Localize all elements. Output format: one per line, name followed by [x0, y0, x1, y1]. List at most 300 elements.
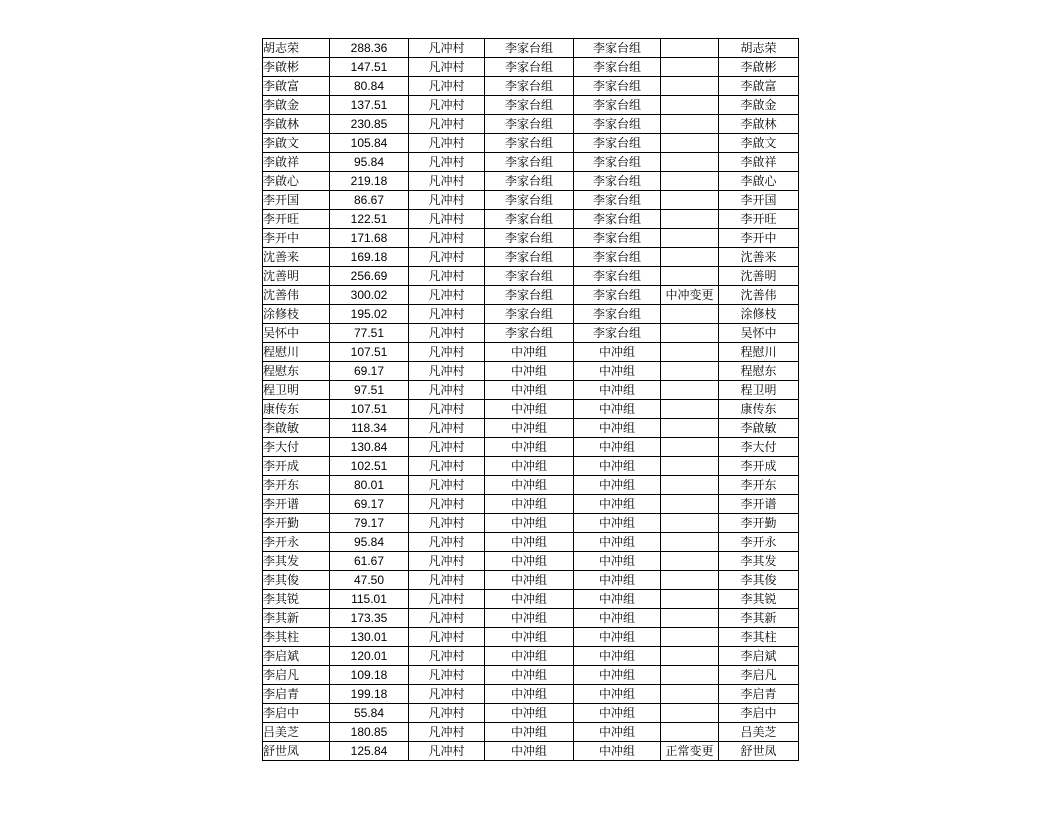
owner-cell[interactable]: 李启青	[719, 685, 799, 704]
area-cell[interactable]: 137.51	[330, 96, 409, 115]
table-row	[263, 58, 799, 77]
subgroup-cell[interactable]: 中冲组	[574, 666, 661, 685]
subgroup-cell[interactable]: 中冲组	[574, 723, 661, 742]
name-cell[interactable]: 李啟富	[263, 77, 330, 96]
subgroup-cell[interactable]: 李家台组	[574, 172, 661, 191]
group-cell[interactable]: 中冲组	[485, 457, 574, 476]
village-cell[interactable]: 凡冲村	[409, 571, 485, 590]
subgroup-cell[interactable]: 中冲组	[574, 381, 661, 400]
area-cell[interactable]: 173.35	[330, 609, 409, 628]
group-cell[interactable]: 中冲组	[485, 400, 574, 419]
name-cell[interactable]: 涂修枝	[263, 305, 330, 324]
area-cell[interactable]: 219.18	[330, 172, 409, 191]
subgroup-cell[interactable]: 中冲组	[574, 647, 661, 666]
name-cell[interactable]: 李啟林	[263, 115, 330, 134]
name-cell[interactable]: 程卫明	[263, 381, 330, 400]
note-cell[interactable]	[661, 628, 719, 647]
table-row	[263, 381, 799, 400]
name-cell[interactable]: 吕美芝	[263, 723, 330, 742]
table-row	[263, 305, 799, 324]
subgroup-cell[interactable]: 李家台组	[574, 305, 661, 324]
area-cell[interactable]: 125.84	[330, 742, 409, 761]
owner-cell[interactable]: 程慰川	[719, 343, 799, 362]
table-row	[263, 552, 799, 571]
table-row	[263, 115, 799, 134]
note-cell[interactable]	[661, 704, 719, 723]
note-cell[interactable]	[661, 324, 719, 343]
note-cell[interactable]	[661, 39, 719, 58]
subgroup-cell[interactable]: 中冲组	[574, 343, 661, 362]
village-cell[interactable]: 凡冲村	[409, 267, 485, 286]
table-row	[263, 419, 799, 438]
name-cell[interactable]: 李其柱	[263, 628, 330, 647]
subgroup-cell[interactable]: 李家台组	[574, 153, 661, 172]
table-row	[263, 476, 799, 495]
village-cell[interactable]: 凡冲村	[409, 210, 485, 229]
group-cell[interactable]: 李家台组	[485, 77, 574, 96]
table-row	[263, 609, 799, 628]
group-cell[interactable]: 李家台组	[485, 286, 574, 305]
table-row	[263, 666, 799, 685]
table-row	[263, 533, 799, 552]
village-cell[interactable]: 凡冲村	[409, 115, 485, 134]
area-cell[interactable]: 122.51	[330, 210, 409, 229]
owner-cell[interactable]: 吕美芝	[719, 723, 799, 742]
name-cell[interactable]: 李其锐	[263, 590, 330, 609]
name-cell[interactable]: 沈善来	[263, 248, 330, 267]
group-cell[interactable]: 中冲组	[485, 533, 574, 552]
name-cell[interactable]: 胡志荣	[263, 39, 330, 58]
note-cell[interactable]	[661, 609, 719, 628]
group-cell[interactable]: 中冲组	[485, 419, 574, 438]
note-cell[interactable]	[661, 590, 719, 609]
village-cell[interactable]: 凡冲村	[409, 248, 485, 267]
area-cell[interactable]: 80.84	[330, 77, 409, 96]
group-cell[interactable]: 李家台组	[485, 210, 574, 229]
village-cell[interactable]: 凡冲村	[409, 419, 485, 438]
table-row	[263, 267, 799, 286]
owner-cell[interactable]: 李其锐	[719, 590, 799, 609]
note-cell[interactable]	[661, 685, 719, 704]
note-cell[interactable]	[661, 77, 719, 96]
group-cell[interactable]: 李家台组	[485, 153, 574, 172]
area-cell[interactable]: 80.01	[330, 476, 409, 495]
table-body	[263, 39, 799, 761]
name-cell[interactable]: 李啟敏	[263, 419, 330, 438]
table-row	[263, 514, 799, 533]
area-cell[interactable]: 171.68	[330, 229, 409, 248]
table-row	[263, 172, 799, 191]
owner-cell[interactable]: 李开成	[719, 457, 799, 476]
group-cell[interactable]: 中冲组	[485, 609, 574, 628]
note-cell[interactable]	[661, 514, 719, 533]
owner-cell[interactable]: 李开东	[719, 476, 799, 495]
owner-cell[interactable]: 李啟敏	[719, 419, 799, 438]
note-cell[interactable]	[661, 267, 719, 286]
owner-cell[interactable]: 康传东	[719, 400, 799, 419]
village-cell[interactable]: 凡冲村	[409, 343, 485, 362]
group-cell[interactable]: 李家台组	[485, 172, 574, 191]
note-cell[interactable]	[661, 571, 719, 590]
owner-cell[interactable]: 李开永	[719, 533, 799, 552]
name-cell[interactable]: 舒世凤	[263, 742, 330, 761]
village-cell[interactable]: 凡冲村	[409, 609, 485, 628]
group-cell[interactable]: 中冲组	[485, 666, 574, 685]
subgroup-cell[interactable]: 中冲组	[574, 628, 661, 647]
owner-cell[interactable]: 沈善明	[719, 267, 799, 286]
subgroup-cell[interactable]: 中冲组	[574, 704, 661, 723]
subgroup-cell[interactable]: 中冲组	[574, 552, 661, 571]
village-cell[interactable]: 凡冲村	[409, 457, 485, 476]
group-cell[interactable]: 中冲组	[485, 590, 574, 609]
subgroup-cell[interactable]: 中冲组	[574, 362, 661, 381]
table-row	[263, 400, 799, 419]
name-cell[interactable]: 沈善伟	[263, 286, 330, 305]
area-cell[interactable]: 97.51	[330, 381, 409, 400]
note-cell[interactable]	[661, 495, 719, 514]
name-cell[interactable]: 李启中	[263, 704, 330, 723]
table-row	[263, 723, 799, 742]
note-cell[interactable]	[661, 381, 719, 400]
group-cell[interactable]: 中冲组	[485, 685, 574, 704]
owner-cell[interactable]: 沈善伟	[719, 286, 799, 305]
name-cell[interactable]: 李其新	[263, 609, 330, 628]
area-cell[interactable]: 130.01	[330, 628, 409, 647]
group-cell[interactable]: 李家台组	[485, 248, 574, 267]
note-cell[interactable]	[661, 666, 719, 685]
owner-cell[interactable]: 李啟祥	[719, 153, 799, 172]
subgroup-cell[interactable]: 李家台组	[574, 77, 661, 96]
note-cell[interactable]	[661, 115, 719, 134]
area-cell[interactable]: 199.18	[330, 685, 409, 704]
name-cell[interactable]: 李啟彬	[263, 58, 330, 77]
group-cell[interactable]: 李家台组	[485, 191, 574, 210]
area-cell[interactable]: 69.17	[330, 362, 409, 381]
area-cell[interactable]: 79.17	[330, 514, 409, 533]
owner-cell[interactable]: 李啟彬	[719, 58, 799, 77]
village-cell[interactable]: 凡冲村	[409, 96, 485, 115]
owner-cell[interactable]: 李启斌	[719, 647, 799, 666]
note-cell[interactable]	[661, 457, 719, 476]
land-record-table	[262, 38, 799, 761]
subgroup-cell[interactable]: 李家台组	[574, 210, 661, 229]
owner-cell[interactable]: 李大付	[719, 438, 799, 457]
area-cell[interactable]: 95.84	[330, 153, 409, 172]
name-cell[interactable]: 吴怀中	[263, 324, 330, 343]
village-cell[interactable]: 凡冲村	[409, 39, 485, 58]
area-cell[interactable]: 169.18	[330, 248, 409, 267]
subgroup-cell[interactable]: 李家台组	[574, 39, 661, 58]
owner-cell[interactable]: 程慰东	[719, 362, 799, 381]
owner-cell[interactable]: 李开国	[719, 191, 799, 210]
group-cell[interactable]: 中冲组	[485, 723, 574, 742]
village-cell[interactable]: 凡冲村	[409, 286, 485, 305]
name-cell[interactable]: 李啟文	[263, 134, 330, 153]
subgroup-cell[interactable]: 中冲组	[574, 609, 661, 628]
note-cell[interactable]: 中冲变更	[661, 286, 719, 305]
note-cell[interactable]	[661, 438, 719, 457]
owner-cell[interactable]: 吴怀中	[719, 324, 799, 343]
area-cell[interactable]: 47.50	[330, 571, 409, 590]
name-cell[interactable]: 李其发	[263, 552, 330, 571]
note-cell[interactable]	[661, 362, 719, 381]
owner-cell[interactable]: 李启中	[719, 704, 799, 723]
village-cell[interactable]: 凡冲村	[409, 590, 485, 609]
name-cell[interactable]: 李啟金	[263, 96, 330, 115]
group-cell[interactable]: 中冲组	[485, 438, 574, 457]
owner-cell[interactable]: 李其柱	[719, 628, 799, 647]
subgroup-cell[interactable]: 李家台组	[574, 115, 661, 134]
note-cell[interactable]	[661, 647, 719, 666]
note-cell[interactable]	[661, 153, 719, 172]
subgroup-cell[interactable]: 中冲组	[574, 590, 661, 609]
village-cell[interactable]: 凡冲村	[409, 77, 485, 96]
group-cell[interactable]: 李家台组	[485, 229, 574, 248]
note-cell[interactable]	[661, 229, 719, 248]
subgroup-cell[interactable]: 李家台组	[574, 267, 661, 286]
area-cell[interactable]: 180.85	[330, 723, 409, 742]
village-cell[interactable]: 凡冲村	[409, 666, 485, 685]
subgroup-cell[interactable]: 李家台组	[574, 248, 661, 267]
area-cell[interactable]: 115.01	[330, 590, 409, 609]
village-cell[interactable]: 凡冲村	[409, 381, 485, 400]
name-cell[interactable]: 李开谱	[263, 495, 330, 514]
area-cell[interactable]: 230.85	[330, 115, 409, 134]
group-cell[interactable]: 中冲组	[485, 552, 574, 571]
subgroup-cell[interactable]: 中冲组	[574, 419, 661, 438]
area-cell[interactable]: 55.84	[330, 704, 409, 723]
area-cell[interactable]: 256.69	[330, 267, 409, 286]
village-cell[interactable]: 凡冲村	[409, 742, 485, 761]
group-cell[interactable]: 中冲组	[485, 742, 574, 761]
table-row	[263, 134, 799, 153]
note-cell[interactable]	[661, 476, 719, 495]
area-cell[interactable]: 77.51	[330, 324, 409, 343]
table-row	[263, 210, 799, 229]
owner-cell[interactable]: 李开勤	[719, 514, 799, 533]
table-row	[263, 571, 799, 590]
note-cell[interactable]	[661, 305, 719, 324]
area-cell[interactable]: 147.51	[330, 58, 409, 77]
group-cell[interactable]: 中冲组	[485, 571, 574, 590]
note-cell[interactable]	[661, 210, 719, 229]
note-cell[interactable]	[661, 552, 719, 571]
group-cell[interactable]: 中冲组	[485, 704, 574, 723]
group-cell[interactable]: 中冲组	[485, 628, 574, 647]
subgroup-cell[interactable]: 中冲组	[574, 476, 661, 495]
village-cell[interactable]: 凡冲村	[409, 172, 485, 191]
owner-cell[interactable]: 李启凡	[719, 666, 799, 685]
group-cell[interactable]: 李家台组	[485, 39, 574, 58]
village-cell[interactable]: 凡冲村	[409, 324, 485, 343]
table-row	[263, 362, 799, 381]
table-row	[263, 343, 799, 362]
name-cell[interactable]: 李啟祥	[263, 153, 330, 172]
note-cell[interactable]	[661, 96, 719, 115]
owner-cell[interactable]: 李开谱	[719, 495, 799, 514]
village-cell[interactable]: 凡冲村	[409, 628, 485, 647]
village-cell[interactable]: 凡冲村	[409, 305, 485, 324]
subgroup-cell[interactable]: 中冲组	[574, 742, 661, 761]
name-cell[interactable]: 李啟心	[263, 172, 330, 191]
owner-cell[interactable]: 程卫明	[719, 381, 799, 400]
table-row	[263, 590, 799, 609]
name-cell[interactable]: 李大付	[263, 438, 330, 457]
group-cell[interactable]: 中冲组	[485, 381, 574, 400]
subgroup-cell[interactable]: 李家台组	[574, 58, 661, 77]
owner-cell[interactable]: 胡志荣	[719, 39, 799, 58]
group-cell[interactable]: 李家台组	[485, 134, 574, 153]
name-cell[interactable]: 李开国	[263, 191, 330, 210]
village-cell[interactable]: 凡冲村	[409, 685, 485, 704]
name-cell[interactable]: 程慰川	[263, 343, 330, 362]
owner-cell[interactable]: 舒世凤	[719, 742, 799, 761]
area-cell[interactable]: 195.02	[330, 305, 409, 324]
group-cell[interactable]: 中冲组	[485, 476, 574, 495]
table-row	[263, 628, 799, 647]
village-cell[interactable]: 凡冲村	[409, 514, 485, 533]
group-cell[interactable]: 李家台组	[485, 58, 574, 77]
group-cell[interactable]: 李家台组	[485, 324, 574, 343]
subgroup-cell[interactable]: 李家台组	[574, 286, 661, 305]
village-cell[interactable]: 凡冲村	[409, 134, 485, 153]
area-cell[interactable]: 118.34	[330, 419, 409, 438]
area-cell[interactable]: 105.84	[330, 134, 409, 153]
area-cell[interactable]: 95.84	[330, 533, 409, 552]
table-row	[263, 647, 799, 666]
table-row	[263, 286, 799, 305]
note-cell[interactable]	[661, 248, 719, 267]
note-cell[interactable]	[661, 134, 719, 153]
subgroup-cell[interactable]: 中冲组	[574, 685, 661, 704]
group-cell[interactable]: 中冲组	[485, 495, 574, 514]
name-cell[interactable]: 李开旺	[263, 210, 330, 229]
village-cell[interactable]: 凡冲村	[409, 533, 485, 552]
subgroup-cell[interactable]: 李家台组	[574, 134, 661, 153]
group-cell[interactable]: 李家台组	[485, 305, 574, 324]
area-cell[interactable]: 86.67	[330, 191, 409, 210]
area-cell[interactable]: 130.84	[330, 438, 409, 457]
owner-cell[interactable]: 李啟文	[719, 134, 799, 153]
village-cell[interactable]: 凡冲村	[409, 723, 485, 742]
owner-cell[interactable]: 李啟金	[719, 96, 799, 115]
group-cell[interactable]: 李家台组	[485, 96, 574, 115]
name-cell[interactable]: 李开东	[263, 476, 330, 495]
area-cell[interactable]: 69.17	[330, 495, 409, 514]
note-cell[interactable]	[661, 58, 719, 77]
area-cell[interactable]: 102.51	[330, 457, 409, 476]
owner-cell[interactable]: 李其发	[719, 552, 799, 571]
group-cell[interactable]: 中冲组	[485, 514, 574, 533]
note-cell[interactable]	[661, 191, 719, 210]
village-cell[interactable]: 凡冲村	[409, 400, 485, 419]
owner-cell[interactable]: 李其俊	[719, 571, 799, 590]
subgroup-cell[interactable]: 中冲组	[574, 533, 661, 552]
subgroup-cell[interactable]: 李家台组	[574, 324, 661, 343]
village-cell[interactable]: 凡冲村	[409, 362, 485, 381]
subgroup-cell[interactable]: 中冲组	[574, 514, 661, 533]
note-cell[interactable]	[661, 400, 719, 419]
owner-cell[interactable]: 李啟心	[719, 172, 799, 191]
name-cell[interactable]: 康传东	[263, 400, 330, 419]
area-cell[interactable]: 120.01	[330, 647, 409, 666]
village-cell[interactable]: 凡冲村	[409, 191, 485, 210]
area-cell[interactable]: 300.02	[330, 286, 409, 305]
owner-cell[interactable]: 沈善来	[719, 248, 799, 267]
village-cell[interactable]: 凡冲村	[409, 552, 485, 571]
owner-cell[interactable]: 李开旺	[719, 210, 799, 229]
group-cell[interactable]: 李家台组	[485, 267, 574, 286]
table-row	[263, 495, 799, 514]
note-cell[interactable]	[661, 172, 719, 191]
area-cell[interactable]: 109.18	[330, 666, 409, 685]
village-cell[interactable]: 凡冲村	[409, 647, 485, 666]
name-cell[interactable]: 李开中	[263, 229, 330, 248]
name-cell[interactable]: 程慰东	[263, 362, 330, 381]
table-row	[263, 704, 799, 723]
name-cell[interactable]: 李启凡	[263, 666, 330, 685]
village-cell[interactable]: 凡冲村	[409, 438, 485, 457]
table-row	[263, 39, 799, 58]
owner-cell[interactable]: 涂修枝	[719, 305, 799, 324]
name-cell[interactable]: 李启青	[263, 685, 330, 704]
subgroup-cell[interactable]: 中冲组	[574, 495, 661, 514]
area-cell[interactable]: 107.51	[330, 400, 409, 419]
subgroup-cell[interactable]: 中冲组	[574, 571, 661, 590]
subgroup-cell[interactable]: 李家台组	[574, 229, 661, 248]
table-row	[263, 77, 799, 96]
group-cell[interactable]: 中冲组	[485, 362, 574, 381]
name-cell[interactable]: 李其俊	[263, 571, 330, 590]
group-cell[interactable]: 中冲组	[485, 647, 574, 666]
name-cell[interactable]: 李开成	[263, 457, 330, 476]
name-cell[interactable]: 李开勤	[263, 514, 330, 533]
table-row	[263, 153, 799, 172]
area-cell[interactable]: 107.51	[330, 343, 409, 362]
note-cell[interactable]	[661, 419, 719, 438]
note-cell[interactable]	[661, 343, 719, 362]
owner-cell[interactable]: 李其新	[719, 609, 799, 628]
owner-cell[interactable]: 李啟富	[719, 77, 799, 96]
subgroup-cell[interactable]: 李家台组	[574, 191, 661, 210]
subgroup-cell[interactable]: 中冲组	[574, 438, 661, 457]
group-cell[interactable]: 中冲组	[485, 343, 574, 362]
note-cell[interactable]: 正常变更	[661, 742, 719, 761]
table-row	[263, 685, 799, 704]
village-cell[interactable]: 凡冲村	[409, 476, 485, 495]
area-cell[interactable]: 288.36	[330, 39, 409, 58]
name-cell[interactable]: 李开永	[263, 533, 330, 552]
owner-cell[interactable]: 李开中	[719, 229, 799, 248]
owner-cell[interactable]: 李啟林	[719, 115, 799, 134]
note-cell[interactable]	[661, 723, 719, 742]
name-cell[interactable]: 沈善明	[263, 267, 330, 286]
area-cell[interactable]: 61.67	[330, 552, 409, 571]
table-row	[263, 742, 799, 761]
subgroup-cell[interactable]: 中冲组	[574, 400, 661, 419]
name-cell[interactable]: 李启斌	[263, 647, 330, 666]
village-cell[interactable]: 凡冲村	[409, 58, 485, 77]
note-cell[interactable]	[661, 533, 719, 552]
group-cell[interactable]: 李家台组	[485, 115, 574, 134]
village-cell[interactable]: 凡冲村	[409, 229, 485, 248]
village-cell[interactable]: 凡冲村	[409, 153, 485, 172]
table-row	[263, 457, 799, 476]
village-cell[interactable]: 凡冲村	[409, 704, 485, 723]
subgroup-cell[interactable]: 中冲组	[574, 457, 661, 476]
village-cell[interactable]: 凡冲村	[409, 495, 485, 514]
subgroup-cell[interactable]: 李家台组	[574, 96, 661, 115]
